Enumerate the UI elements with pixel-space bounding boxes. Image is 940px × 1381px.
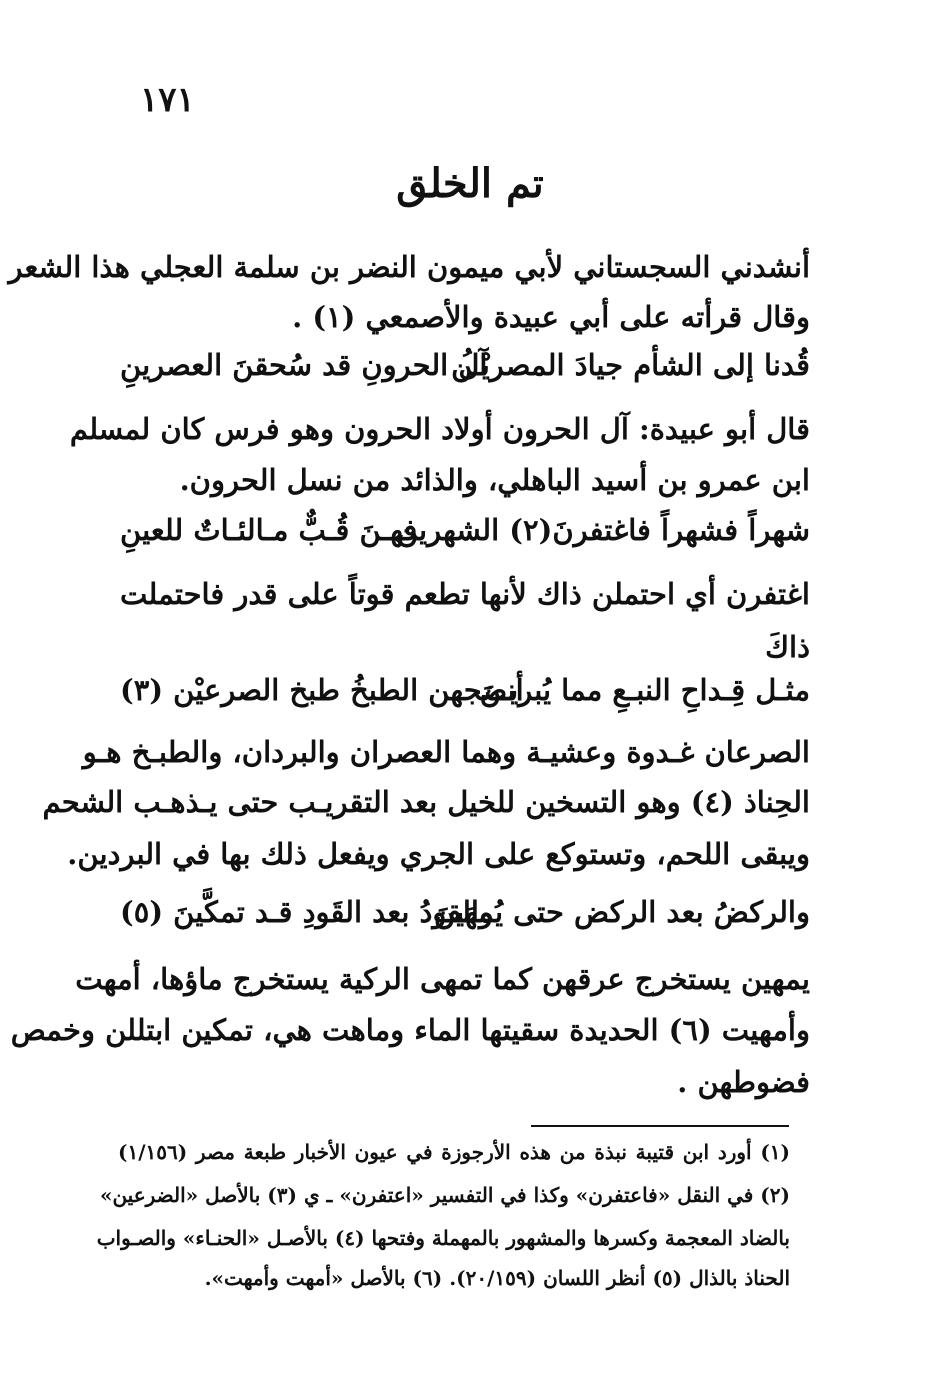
footnote-line: (٢) في النقل «فاعتفرن» وكذا في التفسير «اعتفرن» ـ ي (٣) بالأصل «الضرعين» — [99, 1183, 790, 1207]
footnote-line: (١) أورد ابن قتيبة نبذة من هذه الأرجوزة في عيون الأخبار طبعة مصر (١/١٥٦) — [118, 1140, 790, 1164]
paragraph-line: أنشدني السجستاني لأبي ميمون النضر بن سلمة العجلي هذا الشعر — [8, 250, 810, 284]
page-number: ١٧١ — [140, 80, 195, 120]
paragraph-line: وأمهيت (٦) الحديدة سقيتها الماء وماهت هي، تمكين ابتللن وخمص — [10, 1013, 810, 1047]
footnote-separator — [531, 1125, 789, 1127]
paragraph-line: الصرعان غـدوة وعشيـة وهما العصران والبردان، والطبـخ هـو — [82, 735, 810, 769]
verse-hemistich-second: أنضجهن الطبخُ طبخ الصرعيْن (٣) — [120, 673, 524, 707]
paragraph-line: وقال قرأته على أبي عبيدة والأصمعي (١) . — [292, 300, 810, 334]
paragraph-line: ذاكَ — [765, 630, 810, 664]
verse-hemistich-first: شهراً فشهراً فاغتفرنَ(٢) الشهرين — [396, 513, 810, 547]
footnote-line: الحناذ بالذال (٥) أنظر اللسان (٢٠/١٥٩). (٦) بالأصل «أمهت وأمهت». — [204, 1266, 790, 1290]
paragraph-line: فضوطهن . — [677, 1065, 810, 1099]
footnote-line: بالضاد المعجمة وكسرها والمشهور بالمهملة وفتحها (٤) بالأصـل «الحنـاء» والصـواب — [96, 1226, 790, 1250]
verse-hemistich-first: مثـل قِـداحِ النبـعِ مما يُبريـنَ — [479, 673, 810, 707]
verse-hemistich-first: قُدنا إلى الشأم جيادَ المصريْـن — [451, 348, 810, 382]
verse-hemistich-second: آلُ الحرونِ قد سُحقنَ العصرينِ — [120, 348, 488, 382]
paragraph-line: الحِناذ (٤) وهو التسخين للخيل بعد التقريـب حتى يـذهـب الشحم — [42, 785, 810, 819]
verse-hemistich-first: والركضُ بعد الركض حتى يُمهَينَ — [433, 895, 810, 929]
paragraph-line: اغتفرن أي احتملن ذاك لأنها تطعم قوتاً على قدر فاحتملت — [120, 577, 810, 611]
paragraph-line: ويبقى اللحم، وتستوكع على الجري ويفعل ذلك بها في البردين. — [67, 837, 810, 871]
paragraph-line: ابن عمرو بن أسيد الباهلي، والذائد من نسل الحرون. — [179, 463, 810, 497]
page-title: تم الخلق — [396, 160, 544, 207]
paragraph-line: يمهين يستخرج عرقهن كما تمهى الركية يستخرج ماؤها، أمهت — [75, 962, 810, 996]
verse-hemistich-second: والقودُ بعد القَودِ قـد تمكَّينَ (٥) — [120, 895, 493, 929]
paragraph-line: قال أبو عبيدة: آل الحرون أولاد الحرون وهو فرس كان لمسلم — [69, 412, 810, 446]
verse-hemistich-second: فهـنَ قُـبٌّ مـالئـاتٌ للعينِ — [120, 513, 418, 547]
